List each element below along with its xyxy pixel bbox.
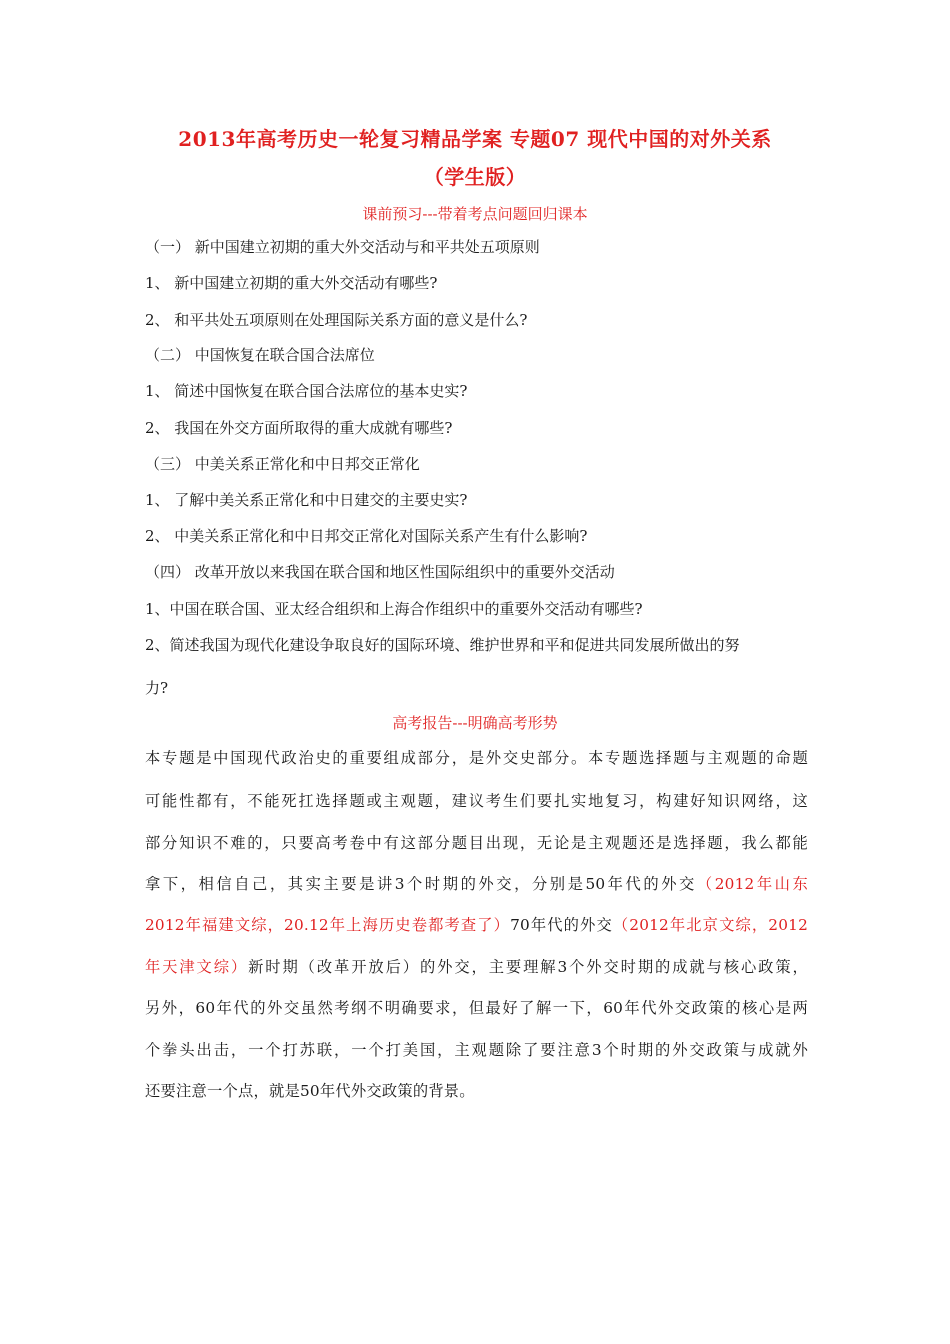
question-item: 1、 了解中美关系正常化和中日建交的主要史实? bbox=[145, 491, 468, 509]
exam-reference: 年天津文综） bbox=[145, 958, 249, 976]
report-paragraph-line: 本专题是中国现代政治史的重要组成部分，是外交史部分。本专题选择题与主观题的命题 bbox=[145, 749, 808, 767]
question-item: 1、中国在联合国、亚太经合组织和上海合作组织中的重要外交活动有哪些? bbox=[145, 600, 643, 618]
report-heading: 高考报告---明确高考形势 bbox=[392, 714, 558, 732]
question-item: 2、 和平共处五项原则在处理国际关系方面的意义是什么? bbox=[145, 311, 528, 329]
report-paragraph-line: 还要注意一个点，就是50年代外交政策的背景。 bbox=[145, 1082, 475, 1100]
question-item-continued: 力? bbox=[145, 679, 169, 697]
report-paragraph-line: 拿下，相信自己，其实主要是讲3个时期的外交，分别是50年代的外交（2012年山东 bbox=[145, 875, 809, 893]
question-section-1: （一） 新中国建立初期的重大外交活动与和平共处五项原则 bbox=[145, 238, 540, 256]
question-item: 1、 新中国建立初期的重大外交活动有哪些? bbox=[145, 274, 438, 292]
report-paragraph-line: 可能性都有，不能死扛选择题或主观题，建议考生们要扎实地复习，构建好知识网络，这 bbox=[145, 792, 808, 810]
question-item: 2、 我国在外交方面所取得的重大成就有哪些? bbox=[145, 419, 453, 437]
question-item: 2、 中美关系正常化和中日邦交正常化对国际关系产生有什么影响? bbox=[145, 527, 588, 545]
question-section-4: （四） 改革开放以来我国在联合国和地区性国际组织中的重要外交活动 bbox=[145, 563, 615, 581]
exam-reference: 2012年福建文综，20.12年上海历史卷都考查了） bbox=[145, 916, 511, 934]
document-subtitle: （学生版） bbox=[423, 165, 527, 189]
question-section-2: （二） 中国恢复在联合国合法席位 bbox=[145, 346, 375, 364]
exam-reference: （2012年北京文综，2012 bbox=[612, 916, 809, 934]
report-paragraph-line: 个拳头出击，一个打苏联，一个打美国，主观题除了要注意3个时期的外交政策与成就外 bbox=[145, 1041, 808, 1059]
document-title: 2013年高考历史一轮复习精品学案 专题07 现代中国的对外关系 bbox=[178, 127, 772, 151]
exam-reference: （2012年山东 bbox=[696, 875, 809, 893]
report-paragraph-line: 部分知识不难的，只要高考卷中有这部分题目出现，无论是主观题还是选择题，我么都能 bbox=[145, 834, 808, 852]
question-item: 1、 简述中国恢复在联合国合法席位的基本史实? bbox=[145, 382, 468, 400]
question-section-3: （三） 中美关系正常化和中日邦交正常化 bbox=[145, 455, 420, 473]
preview-heading: 课前预习---带着考点问题回归课本 bbox=[362, 205, 588, 223]
report-paragraph-line: 2012年福建文综，20.12年上海历史卷都考查了）70年代的外交（2012年北京文综，2012 bbox=[145, 916, 809, 934]
question-item: 2、简述我国为现代化建设争取良好的国际环境、维护世界和平和促进共同发展所做出的努 bbox=[145, 636, 740, 654]
report-paragraph-line: 年天津文综）新时期（改革开放后）的外交，主要理解3个外交时期的成就与核心政策， bbox=[145, 958, 808, 976]
report-paragraph-line: 另外，60年代的外交虽然考纲不明确要求，但最好了解一下，60年代外交政策的核心是两 bbox=[145, 999, 808, 1017]
